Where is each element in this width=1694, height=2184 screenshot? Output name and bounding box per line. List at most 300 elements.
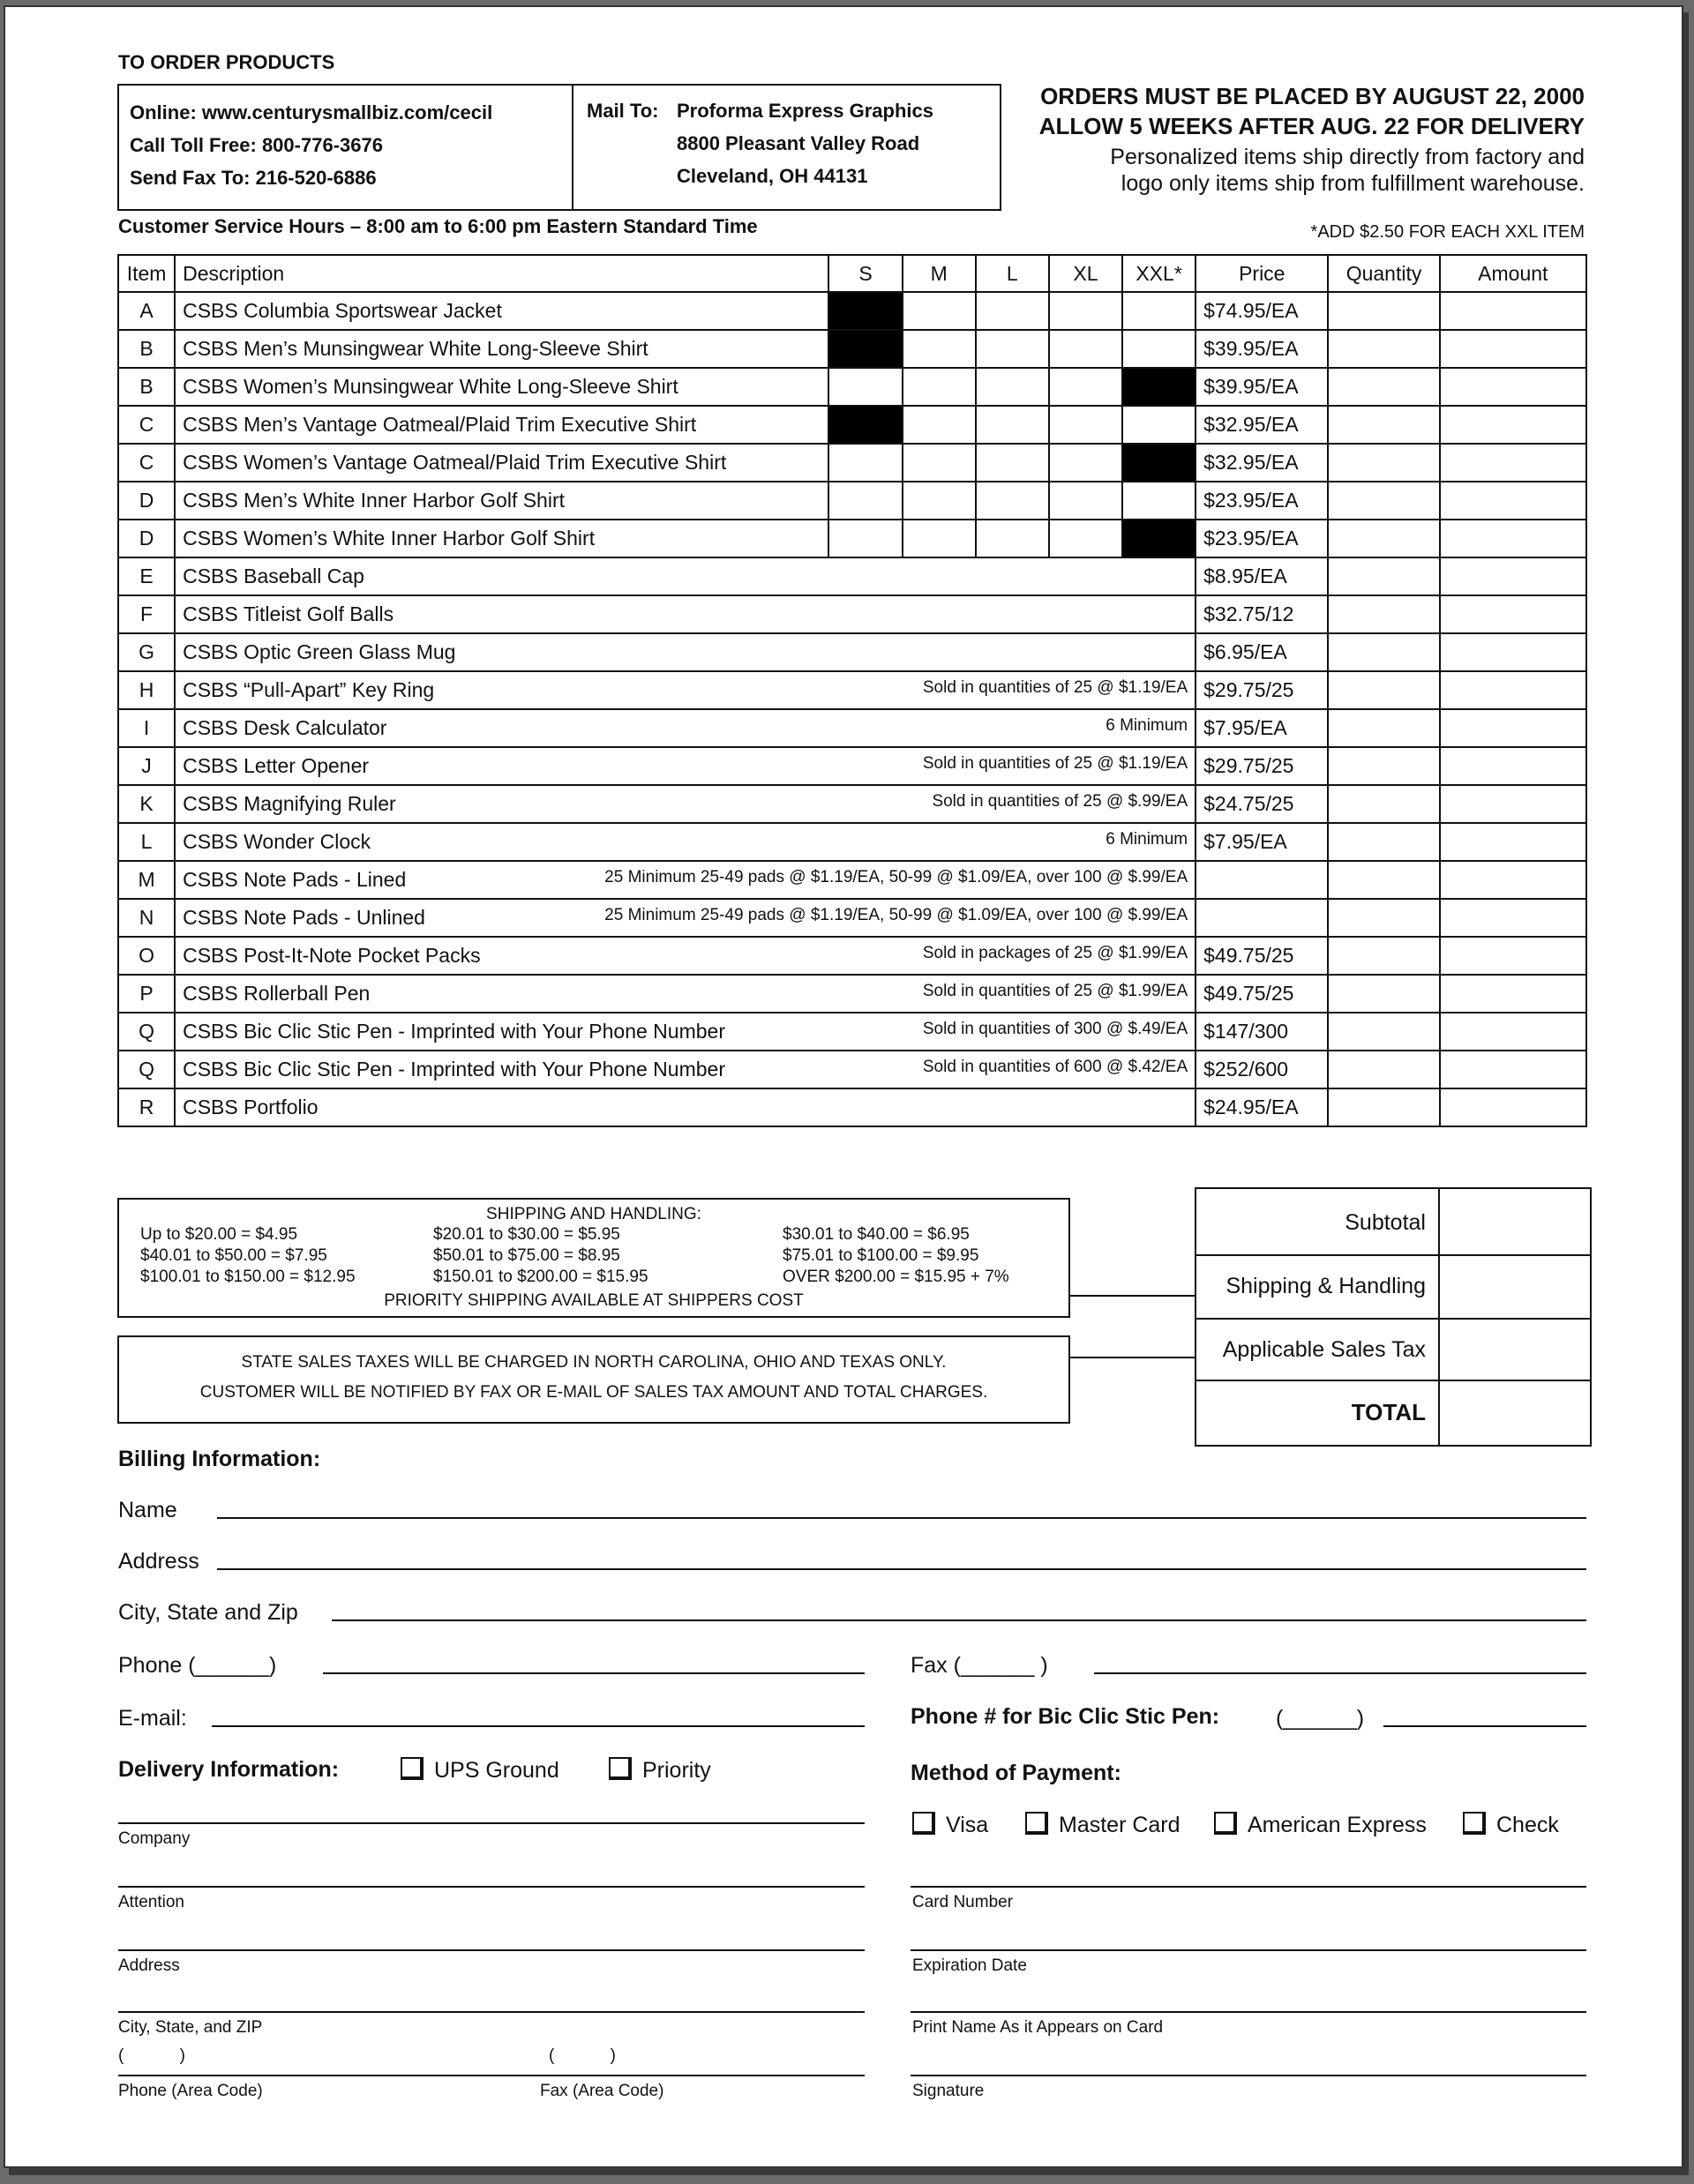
item-description-cell xyxy=(175,823,1196,861)
item-code: H xyxy=(118,671,175,709)
item-price: $6.95/EA xyxy=(1196,633,1328,671)
shipping-rate: $50.01 to $75.00 = $8.95 xyxy=(433,1246,620,1265)
delivery-notice: ALLOW 5 WEEKS AFTER AUG. 22 FOR DELIVERY xyxy=(1038,113,1585,139)
table-row xyxy=(118,937,1586,975)
item-description: CSBS Women’s Vantage Oatmeal/Plaid Trim Executive Shirt xyxy=(183,451,727,474)
item-description: CSBS Columbia Sportswear Jacket xyxy=(183,299,502,322)
size-qty-s[interactable] xyxy=(828,482,902,520)
ups-ground-option[interactable] xyxy=(401,1757,559,1784)
size-unavailable-xxl xyxy=(1122,368,1196,406)
bic-area-code[interactable]: (______) xyxy=(1276,1706,1365,1731)
size-qty-s[interactable] xyxy=(828,444,902,482)
shipping-handling-box xyxy=(117,1198,1070,1318)
size-qty-xl[interactable] xyxy=(1049,292,1122,330)
amex-label: American Express xyxy=(1248,1813,1427,1837)
address-field[interactable] xyxy=(217,1568,1586,1570)
shipping-rate: $75.01 to $100.00 = $9.95 xyxy=(783,1246,979,1265)
sales-tax-field[interactable] xyxy=(1442,1321,1588,1378)
delivery-phone-label: Phone (Area Code) xyxy=(118,2082,263,2100)
amount-field[interactable] xyxy=(1440,444,1586,482)
attention-label: Attention xyxy=(118,1893,184,1911)
item-description-cell xyxy=(175,482,828,520)
delivery-phone-fax-field[interactable] xyxy=(118,2075,865,2076)
ups-ground-label: UPS Ground xyxy=(434,1758,559,1783)
item-code: E xyxy=(118,557,175,595)
quantity-field[interactable] xyxy=(1328,292,1439,330)
table-row xyxy=(118,330,1586,368)
size-qty-l[interactable] xyxy=(976,482,1049,520)
amount-field[interactable] xyxy=(1440,595,1586,633)
quantity-field[interactable] xyxy=(1328,406,1439,444)
payment-title: Method of Payment: xyxy=(911,1761,1121,1785)
item-description-cell xyxy=(175,747,1196,785)
item-price: $24.75/25 xyxy=(1196,785,1328,823)
item-code: J xyxy=(118,747,175,785)
amount-field[interactable] xyxy=(1440,861,1586,899)
sales-tax-line-2: CUSTOMER WILL BE NOTIFIED BY FAX OR E-MAIL OF SALES TAX AMOUNT AND TOTAL CHARGES. xyxy=(199,1383,988,1402)
name-field[interactable] xyxy=(217,1517,1586,1519)
item-description-cell xyxy=(175,330,828,368)
size-qty-xxl[interactable] xyxy=(1122,330,1196,368)
size-qty-m[interactable] xyxy=(903,482,976,520)
item-description-cell xyxy=(175,1051,1196,1088)
table-row xyxy=(118,444,1586,482)
col-price: Price xyxy=(1196,255,1328,292)
size-qty-l[interactable] xyxy=(976,330,1049,368)
city-state-zip-label: City, State and Zip xyxy=(118,1600,298,1625)
attention-field[interactable] xyxy=(118,1886,865,1888)
table-row xyxy=(118,1013,1586,1051)
amount-field[interactable] xyxy=(1440,709,1586,747)
phone-label: Phone (______) xyxy=(118,1653,277,1678)
item-price xyxy=(1196,861,1328,899)
item-description-cell xyxy=(175,633,1196,671)
priority-label: Priority xyxy=(642,1758,711,1783)
size-qty-xxl[interactable] xyxy=(1122,482,1196,520)
table-row xyxy=(118,709,1586,747)
item-description-cell xyxy=(175,1013,1196,1051)
size-unavailable-s xyxy=(828,330,902,368)
item-description: CSBS Rollerball Pen xyxy=(183,982,371,1005)
table-row xyxy=(118,482,1586,520)
size-qty-s[interactable] xyxy=(828,520,902,557)
item-price: $8.95/EA xyxy=(1196,557,1328,595)
col-description: Description xyxy=(175,255,828,292)
amount-field[interactable] xyxy=(1440,899,1586,937)
size-qty-xxl[interactable] xyxy=(1122,292,1196,330)
table-row xyxy=(118,595,1586,633)
company-label: Company xyxy=(118,1829,191,1848)
item-description: CSBS Letter Opener xyxy=(183,754,370,777)
mail-line-1: Proforma Express Graphics xyxy=(677,100,934,122)
quantity-field[interactable] xyxy=(1328,520,1439,557)
size-qty-xl[interactable] xyxy=(1049,444,1122,482)
size-qty-l[interactable] xyxy=(976,520,1049,557)
amount-field[interactable] xyxy=(1440,785,1586,823)
amount-field[interactable] xyxy=(1440,406,1586,444)
item-price xyxy=(1196,899,1328,937)
item-description: CSBS Wonder Clock xyxy=(183,830,371,853)
amex-option[interactable] xyxy=(1214,1812,1427,1838)
quantity-field[interactable] xyxy=(1328,785,1439,823)
delivery-address-field[interactable] xyxy=(118,1949,865,1951)
table-row xyxy=(118,747,1586,785)
amount-field[interactable] xyxy=(1440,1088,1586,1126)
quantity-field[interactable] xyxy=(1328,747,1439,785)
fax-area-code-paren[interactable]: ( ) xyxy=(549,2046,616,2065)
item-description-cell xyxy=(175,557,1196,595)
amount-field[interactable] xyxy=(1440,368,1586,406)
size-qty-m[interactable] xyxy=(903,368,976,406)
quantity-field[interactable] xyxy=(1328,937,1439,975)
item-code: A xyxy=(118,292,175,330)
subtotal-label: Subtotal xyxy=(1345,1210,1426,1235)
size-unavailable-s xyxy=(828,406,902,444)
size-qty-l[interactable] xyxy=(976,444,1049,482)
item-quantity-note: Sold in quantities of 600 @ $.42/EA xyxy=(922,1058,1188,1076)
item-code: G xyxy=(118,633,175,671)
col-size-m: M xyxy=(903,255,976,292)
size-qty-m[interactable] xyxy=(903,330,976,368)
email-field[interactable] xyxy=(212,1725,865,1727)
expiration-label: Expiration Date xyxy=(912,1956,1027,1975)
item-description: CSBS Men’s Munsingwear White Long-Sleeve Shirt xyxy=(183,337,648,360)
sales-tax-box xyxy=(117,1335,1070,1424)
total-field[interactable] xyxy=(1442,1383,1588,1443)
delivery-city-label: City, State, and ZIP xyxy=(118,2018,263,2037)
table-row xyxy=(118,292,1586,330)
signature-label: Signature xyxy=(912,2082,985,2100)
mastercard-checkbox[interactable] xyxy=(1025,1812,1048,1835)
item-price: $252/600 xyxy=(1196,1051,1328,1088)
quantity-field[interactable] xyxy=(1328,899,1439,937)
item-price: $49.75/25 xyxy=(1196,937,1328,975)
company-field[interactable] xyxy=(118,1822,865,1824)
priority-shipping-note: PRIORITY SHIPPING AVAILABLE AT SHIPPERS COST xyxy=(384,1291,804,1310)
quantity-field[interactable] xyxy=(1328,1088,1439,1126)
item-price: $39.95/EA xyxy=(1196,330,1328,368)
table-row xyxy=(118,557,1586,595)
quantity-field[interactable] xyxy=(1328,330,1439,368)
amount-field[interactable] xyxy=(1440,975,1586,1013)
item-price: $32.95/EA xyxy=(1196,444,1328,482)
item-price: $49.75/25 xyxy=(1196,975,1328,1013)
mastercard-option[interactable] xyxy=(1025,1812,1181,1838)
phone-area-code-paren[interactable]: ( ) xyxy=(118,2046,185,2065)
item-description: CSBS Women’s White Inner Harbor Golf Shirt xyxy=(183,527,596,550)
col-size-l: L xyxy=(976,255,1049,292)
item-description-cell xyxy=(175,671,1196,709)
visa-option[interactable] xyxy=(912,1812,988,1838)
item-code: O xyxy=(118,937,175,975)
item-description: CSBS Portfolio xyxy=(183,1096,319,1118)
shipping-rate: $30.01 to $40.00 = $6.95 xyxy=(783,1225,970,1244)
item-description-cell xyxy=(175,937,1196,975)
expiration-field[interactable] xyxy=(911,1949,1586,1951)
item-quantity-note: 6 Minimum xyxy=(1106,716,1188,735)
item-description-cell xyxy=(175,899,1196,937)
col-item: Item xyxy=(118,255,175,292)
size-qty-xxl[interactable] xyxy=(1122,406,1196,444)
item-code: K xyxy=(118,785,175,823)
amount-field[interactable] xyxy=(1440,747,1586,785)
item-description: CSBS Women’s Munsingwear White Long-Sleeve Shirt xyxy=(183,375,678,398)
size-qty-xl[interactable] xyxy=(1049,520,1122,557)
sales-tax-line-1: STATE SALES TAXES WILL BE CHARGED IN NORTH CAROLINA, OHIO AND TEXAS ONLY. xyxy=(241,1353,947,1372)
size-qty-l[interactable] xyxy=(976,406,1049,444)
amount-field[interactable] xyxy=(1440,937,1586,975)
contact-box xyxy=(117,84,1001,211)
ship-note-1: Personalized items ship directly from factory and xyxy=(1110,145,1585,169)
contact-divider xyxy=(572,86,573,209)
item-price: $24.95/EA xyxy=(1196,1088,1328,1126)
amount-field[interactable] xyxy=(1440,292,1586,330)
size-unavailable-xxl xyxy=(1122,520,1196,557)
item-quantity-note: Sold in quantities of 25 @ $1.19/EA xyxy=(922,754,1188,773)
item-code: R xyxy=(118,1088,175,1126)
item-code: F xyxy=(118,595,175,633)
amount-field[interactable] xyxy=(1440,633,1586,671)
order-deadline: ORDERS MUST BE PLACED BY AUGUST 22, 2000 xyxy=(1040,83,1585,109)
item-quantity-note: Sold in quantities of 25 @ $1.99/EA xyxy=(922,982,1188,1000)
item-description: CSBS Desk Calculator xyxy=(183,716,387,739)
priority-checkbox[interactable] xyxy=(609,1757,632,1780)
item-price: $74.95/EA xyxy=(1196,292,1328,330)
quantity-field[interactable] xyxy=(1328,671,1439,709)
item-description-cell xyxy=(175,444,828,482)
item-description-cell xyxy=(175,406,828,444)
table-row xyxy=(118,1051,1586,1088)
table-row xyxy=(118,899,1586,937)
delivery-fax-label: Fax (Area Code) xyxy=(540,2082,664,2100)
size-qty-m[interactable] xyxy=(903,292,976,330)
item-quantity-note: Sold in packages of 25 @ $1.99/EA xyxy=(922,944,1188,962)
item-code: C xyxy=(118,406,175,444)
amount-field[interactable] xyxy=(1440,520,1586,557)
ups-ground-checkbox[interactable] xyxy=(401,1757,424,1780)
item-code: N xyxy=(118,899,175,937)
table-row xyxy=(118,823,1586,861)
connector-line xyxy=(1068,1295,1195,1297)
item-code: B xyxy=(118,368,175,406)
quantity-field[interactable] xyxy=(1328,823,1439,861)
size-qty-xl[interactable] xyxy=(1049,406,1122,444)
quantity-field[interactable] xyxy=(1328,595,1439,633)
ship-note-2: logo only items ship from fulfillment warehouse. xyxy=(1121,171,1585,196)
item-price: $147/300 xyxy=(1196,1013,1328,1051)
item-code: Q xyxy=(118,1013,175,1051)
fax-field[interactable] xyxy=(1094,1672,1586,1674)
item-price: $29.75/25 xyxy=(1196,671,1328,709)
item-description-cell xyxy=(175,292,828,330)
shipping-rate: Up to $20.00 = $4.95 xyxy=(140,1225,298,1244)
item-price: $32.95/EA xyxy=(1196,406,1328,444)
shipping-handling-label: Shipping & Handling xyxy=(1226,1274,1426,1298)
table-row xyxy=(118,368,1586,406)
delivery-address-label: Address xyxy=(118,1956,180,1975)
print-name-label: Print Name As it Appears on Card xyxy=(912,2018,1164,2037)
visa-label: Visa xyxy=(946,1813,989,1837)
mastercard-label: Master Card xyxy=(1059,1813,1181,1837)
amount-field[interactable] xyxy=(1440,1013,1586,1051)
quantity-field[interactable] xyxy=(1328,368,1439,406)
size-qty-xl[interactable] xyxy=(1049,368,1122,406)
table-row xyxy=(118,975,1586,1013)
shipping-title: SHIPPING AND HANDLING: xyxy=(486,1205,701,1223)
shipping-rate: $40.01 to $50.00 = $7.95 xyxy=(140,1246,327,1265)
quantity-field[interactable] xyxy=(1328,1051,1439,1088)
city-state-zip-field[interactable] xyxy=(332,1619,1586,1621)
order-form-page xyxy=(4,5,1683,2168)
priority-option[interactable] xyxy=(609,1757,711,1784)
item-price: $7.95/EA xyxy=(1196,823,1328,861)
item-price: $29.75/25 xyxy=(1196,747,1328,785)
table-header-row xyxy=(118,255,1586,292)
amount-field[interactable] xyxy=(1440,823,1586,861)
totals-box xyxy=(1195,1187,1592,1447)
signature-field[interactable] xyxy=(911,2075,1586,2076)
item-price: $7.95/EA xyxy=(1196,709,1328,747)
size-qty-m[interactable] xyxy=(903,444,976,482)
item-description: CSBS Note Pads - Lined xyxy=(183,868,407,891)
delivery-title: Delivery Information: xyxy=(118,1757,340,1782)
item-description: CSBS “Pull-Apart” Key Ring xyxy=(183,678,435,701)
order-table-body xyxy=(118,292,1586,1126)
size-unavailable-s xyxy=(828,292,902,330)
quantity-field[interactable] xyxy=(1328,444,1439,482)
table-row xyxy=(118,406,1586,444)
table-row xyxy=(118,671,1586,709)
amex-checkbox[interactable] xyxy=(1214,1812,1237,1835)
item-description-cell xyxy=(175,709,1196,747)
shipping-handling-field[interactable] xyxy=(1442,1258,1588,1316)
amount-field[interactable] xyxy=(1440,671,1586,709)
print-name-field[interactable] xyxy=(911,2011,1586,2013)
name-label: Name xyxy=(118,1498,177,1522)
bic-phone-label: Phone # for Bic Clic Stic Pen: xyxy=(911,1704,1220,1729)
item-description-cell xyxy=(175,368,828,406)
check-label: Check xyxy=(1496,1813,1559,1837)
amount-field[interactable] xyxy=(1440,1051,1586,1088)
connector-line xyxy=(1068,1357,1195,1358)
shipping-rate: OVER $200.00 = $15.95 + 7% xyxy=(783,1268,1009,1286)
address-label: Address xyxy=(118,1549,199,1574)
item-code: C xyxy=(118,444,175,482)
item-quantity-note: Sold in quantities of 25 @ $1.19/EA xyxy=(922,678,1188,697)
quantity-field[interactable] xyxy=(1328,482,1439,520)
xxl-surcharge-note: *ADD $2.50 FOR EACH XXL ITEM xyxy=(1310,222,1585,242)
mail-to-label: Mail To: xyxy=(587,100,659,122)
quantity-field[interactable] xyxy=(1328,557,1439,595)
quantity-field[interactable] xyxy=(1328,709,1439,747)
delivery-city-field[interactable] xyxy=(118,2011,865,2013)
item-description-cell xyxy=(175,785,1196,823)
item-description: CSBS Bic Clic Stic Pen - Imprinted with Your Phone Number xyxy=(183,1020,725,1043)
amount-field[interactable] xyxy=(1440,557,1586,595)
size-qty-m[interactable] xyxy=(903,406,976,444)
item-description: CSBS Post-It-Note Pocket Packs xyxy=(183,944,481,967)
table-row xyxy=(118,1088,1586,1126)
sales-tax-label: Applicable Sales Tax xyxy=(1222,1337,1426,1362)
size-qty-xl[interactable] xyxy=(1049,330,1122,368)
amount-field[interactable] xyxy=(1440,330,1586,368)
size-qty-s[interactable] xyxy=(828,368,902,406)
col-size-s: S xyxy=(828,255,902,292)
item-price: $23.95/EA xyxy=(1196,482,1328,520)
item-code: B xyxy=(118,330,175,368)
card-number-field[interactable] xyxy=(911,1886,1586,1888)
item-description: CSBS Optic Green Glass Mug xyxy=(183,640,456,663)
col-amount: Amount xyxy=(1440,255,1586,292)
bic-phone-field[interactable] xyxy=(1383,1725,1586,1727)
item-description-cell xyxy=(175,595,1196,633)
item-code: D xyxy=(118,482,175,520)
quantity-field[interactable] xyxy=(1328,861,1439,899)
service-hours: Customer Service Hours – 8:00 am to 6:00 pm Eastern Standard Time xyxy=(118,215,758,237)
item-description: CSBS Baseball Cap xyxy=(183,565,364,587)
item-quantity-note: 6 Minimum xyxy=(1106,830,1188,849)
order-table xyxy=(117,254,1587,1127)
item-description: CSBS Note Pads - Unlined xyxy=(183,906,425,929)
online-url: Online: www.centurysmallbiz.com/cecil xyxy=(130,101,493,123)
check-option[interactable] xyxy=(1463,1812,1559,1838)
item-price: $32.75/12 xyxy=(1196,595,1328,633)
item-description-cell xyxy=(175,975,1196,1013)
item-description-cell xyxy=(175,1088,1196,1126)
item-description: CSBS Titleist Golf Balls xyxy=(183,602,394,625)
size-unavailable-xxl xyxy=(1122,444,1196,482)
item-code: I xyxy=(118,709,175,747)
col-quantity: Quantity xyxy=(1328,255,1439,292)
item-quantity-note: 25 Minimum 25-49 pads @ $1.19/EA, 50-99 @ $1.09/EA, over 100 @ $.99/EA xyxy=(604,906,1188,924)
item-code: L xyxy=(118,823,175,861)
item-description-cell xyxy=(175,861,1196,899)
fax-label: Fax (______ ) xyxy=(911,1653,1048,1678)
form-heading: TO ORDER PRODUCTS xyxy=(118,51,335,73)
card-number-label: Card Number xyxy=(912,1893,1014,1911)
phone-field[interactable] xyxy=(323,1672,865,1674)
table-row xyxy=(118,861,1586,899)
size-qty-l[interactable] xyxy=(976,368,1049,406)
check-checkbox[interactable] xyxy=(1463,1812,1486,1835)
quantity-field[interactable] xyxy=(1328,633,1439,671)
item-quantity-note: Sold in quantities of 300 @ $.49/EA xyxy=(922,1020,1188,1038)
item-code: Q xyxy=(118,1051,175,1088)
size-qty-m[interactable] xyxy=(903,520,976,557)
shipping-rate: $20.01 to $30.00 = $5.95 xyxy=(433,1225,620,1244)
amount-field[interactable] xyxy=(1440,482,1586,520)
table-row xyxy=(118,785,1586,823)
quantity-field[interactable] xyxy=(1328,1013,1439,1051)
subtotal-field[interactable] xyxy=(1442,1191,1588,1253)
shipping-rate: $100.01 to $150.00 = $12.95 xyxy=(140,1268,356,1286)
quantity-field[interactable] xyxy=(1328,975,1439,1013)
size-qty-l[interactable] xyxy=(976,292,1049,330)
item-description: CSBS Men’s White Inner Harbor Golf Shirt xyxy=(183,489,566,512)
col-size-xxl: XXL* xyxy=(1122,255,1196,292)
billing-title: Billing Information: xyxy=(118,1447,321,1471)
item-code: M xyxy=(118,861,175,899)
item-description: CSBS Magnifying Ruler xyxy=(183,792,396,815)
mail-line-2: 8800 Pleasant Valley Road xyxy=(677,132,920,154)
item-price: $39.95/EA xyxy=(1196,368,1328,406)
shipping-rate: $150.01 to $200.00 = $15.95 xyxy=(433,1268,648,1286)
table-row xyxy=(118,633,1586,671)
mail-line-3: Cleveland, OH 44131 xyxy=(677,165,868,187)
item-code: P xyxy=(118,975,175,1013)
size-qty-xl[interactable] xyxy=(1049,482,1122,520)
visa-checkbox[interactable] xyxy=(912,1812,935,1835)
